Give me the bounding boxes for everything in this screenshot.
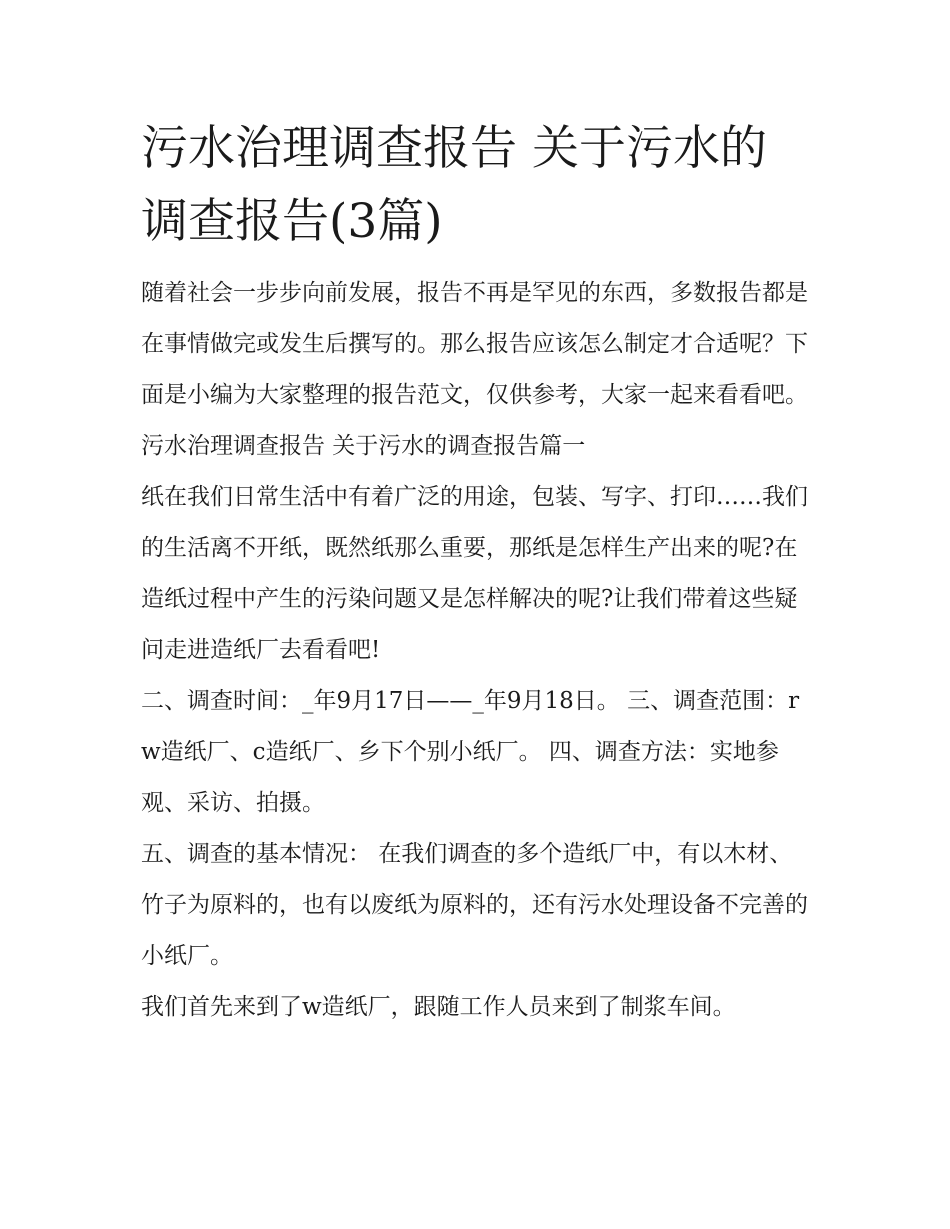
body-paragraph: 二、调查时间：_年9月17日——_年9月18日。 三、调查范围：rw造纸厂、c造纸厂、乡下个别小纸厂。 四、调查方法：实地参观、采访、拍摄。 xyxy=(141,688,800,816)
intro-paragraph: 随着社会一步步向前发展，报告不再是罕见的东西，多数报告都是在事情做完或发生后撰写的。那么报告应该怎么制定才合适呢？下面是小编为大家整理的报告范文，仅供参考，大家一起来看看吧。 xyxy=(141,280,808,408)
body-paragraph: 纸在我们日常生活中有着广泛的用途，包装、写字、打印……我们的生活离不开纸，既然纸那么重要，那纸是怎样生产出来的呢?在造纸过程中产生的污染问题又是怎样解决的呢?让我们带着这些疑问走进造纸厂去看看吧! xyxy=(141,484,808,663)
document-body xyxy=(141,112,813,1033)
body-paragraph: 我们首先来到了w造纸厂，跟随工作人员来到了制浆车间。 xyxy=(141,994,736,1020)
body-paragraph: 五、调查的基本情况： 在我们调查的多个造纸厂中，有以木材、竹子为原料的，也有以废纸为原料的，还有污水处理设备不完善的小纸厂。 xyxy=(141,841,808,969)
document-title: 污水治理调查报告 关于污水的调查报告(3篇) xyxy=(141,121,767,249)
section-heading: 污水治理调查报告 关于污水的调查报告篇一 xyxy=(141,433,586,459)
